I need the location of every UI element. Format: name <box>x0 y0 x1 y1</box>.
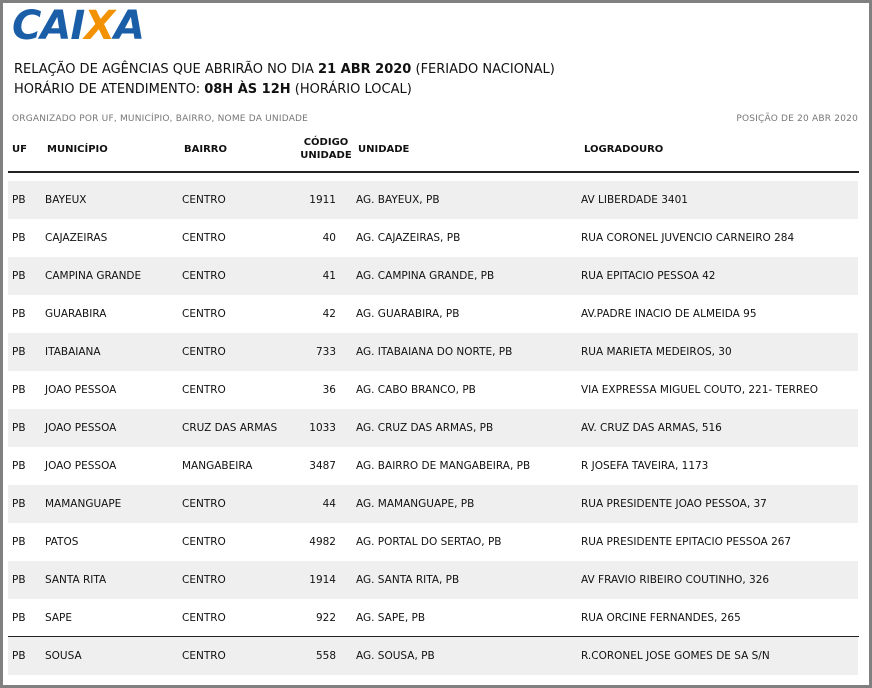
cell-uf: PB <box>12 460 26 472</box>
cell-unidade: AG. SANTA RITA, PB <box>356 574 460 586</box>
cell-logradouro: RUA MARIETA MEDEIROS, 30 <box>581 346 732 358</box>
cell-uf: PB <box>12 650 26 662</box>
table-row <box>8 637 858 675</box>
cell-uf: PB <box>12 536 26 548</box>
column-header-codigo-line-1: CÓDIGO <box>303 137 349 148</box>
cell-uf: PB <box>12 384 26 396</box>
cell-unidade: AG. GUARABIRA, PB <box>356 308 460 320</box>
cell-bairro: CENTRO <box>182 384 226 396</box>
table-row <box>8 599 858 637</box>
cell-codigo: 1033 <box>309 422 336 434</box>
cell-logradouro: R.CORONEL JOSE GOMES DE SA S/N <box>581 650 770 662</box>
cell-municipio: JOAO PESSOA <box>45 422 117 434</box>
table-row <box>8 409 858 447</box>
cell-codigo: 922 <box>315 612 336 624</box>
cell-uf: PB <box>12 194 26 206</box>
cell-municipio: PATOS <box>45 536 79 548</box>
table-row <box>8 523 858 561</box>
table-row <box>8 219 858 257</box>
cell-logradouro: RUA CORONEL JUVENCIO CARNEIRO 284 <box>581 232 795 244</box>
column-header-codigo-line-2: UNIDADE <box>300 150 352 161</box>
cell-bairro: CENTRO <box>182 194 226 206</box>
organization-note: ORGANIZADO POR UF, MUNICÍPIO, BAIRRO, NOME DA UNIDADE <box>12 114 309 124</box>
table-row <box>8 485 858 523</box>
cell-unidade: AG. SAPE, PB <box>356 612 426 624</box>
cell-bairro: CENTRO <box>182 232 226 244</box>
cell-bairro: CENTRO <box>182 498 226 510</box>
cell-uf: PB <box>12 346 26 358</box>
cell-codigo: 1914 <box>309 574 336 586</box>
cell-logradouro: VIA EXPRESSA MIGUEL COUTO, 221- TERREO <box>581 384 819 396</box>
table-row <box>8 561 858 599</box>
table-row <box>8 257 858 295</box>
cell-municipio: CAJAZEIRAS <box>45 232 108 244</box>
cell-unidade: AG. BAYEUX, PB <box>356 194 440 206</box>
cell-bairro: CENTRO <box>182 346 226 358</box>
cell-logradouro: AV LIBERDADE 3401 <box>581 194 688 206</box>
column-header-unidade: UNIDADE <box>358 144 410 155</box>
cell-logradouro: R JOSEFA TAVEIRA, 1173 <box>581 460 709 472</box>
cell-municipio: ITABAIANA <box>45 346 101 358</box>
cell-codigo: 42 <box>322 308 336 320</box>
cell-municipio: SANTA RITA <box>45 574 107 586</box>
cell-unidade: AG. CAJAZEIRAS, PB <box>356 232 461 244</box>
cell-logradouro: AV.PADRE INACIO DE ALMEIDA 95 <box>581 308 757 320</box>
cell-logradouro: RUA ORCINE FERNANDES, 265 <box>581 612 741 624</box>
cell-uf: PB <box>12 574 26 586</box>
cell-bairro: CENTRO <box>182 308 226 320</box>
cell-municipio: SOUSA <box>45 650 82 662</box>
cell-unidade: AG. PORTAL DO SERTAO, PB <box>356 536 502 548</box>
cell-municipio: JOAO PESSOA <box>45 460 117 472</box>
column-header-municipio: MUNICÍPIO <box>47 144 108 155</box>
column-header-bairro: BAIRRO <box>184 144 227 155</box>
cell-codigo: 733 <box>315 346 336 358</box>
cell-municipio: JOAO PESSOA <box>45 384 117 396</box>
cell-municipio: BAYEUX <box>45 194 87 206</box>
cell-unidade: AG. MAMANGUAPE, PB <box>356 498 475 510</box>
cell-logradouro: RUA PRESIDENTE JOAO PESSOA, 37 <box>581 498 767 510</box>
cell-uf: PB <box>12 498 26 510</box>
cell-logradouro: AV FRAVIO RIBEIRO COUTINHO, 326 <box>581 574 770 586</box>
cell-bairro: MANGABEIRA <box>182 460 253 472</box>
caixa-logo: CAIXA <box>12 3 145 49</box>
cell-uf: PB <box>12 270 26 282</box>
cell-unidade: AG. CABO BRANCO, PB <box>356 384 476 396</box>
table-row <box>8 447 858 485</box>
column-header-logradouro: LOGRADOURO <box>584 144 664 155</box>
cell-unidade: AG. CAMPINA GRANDE, PB <box>356 270 495 282</box>
cell-bairro: CENTRO <box>182 270 226 282</box>
table-row <box>8 295 858 333</box>
cell-logradouro: AV. CRUZ DAS ARMAS, 516 <box>581 422 722 434</box>
cell-municipio: MAMANGUAPE <box>45 498 122 510</box>
header-divider <box>8 171 859 173</box>
cell-unidade: AG. CRUZ DAS ARMAS, PB <box>356 422 494 434</box>
cell-logradouro: RUA EPITACIO PESSOA 42 <box>581 270 716 282</box>
cell-logradouro: RUA PRESIDENTE EPITACIO PESSOA 267 <box>581 536 792 548</box>
position-date: POSIÇÃO DE 20 ABR 2020 <box>736 114 858 124</box>
cell-bairro: CENTRO <box>182 650 226 662</box>
cell-codigo: 3487 <box>309 460 336 472</box>
document-title-line-1: RELAÇÃO DE AGÊNCIAS QUE ABRIRÃO NO DIA 21 ABR 2020 (FERIADO NACIONAL) <box>14 62 555 77</box>
frame-left-border <box>0 0 3 688</box>
cell-bairro: CENTRO <box>182 612 226 624</box>
cell-codigo: 36 <box>322 384 336 396</box>
cell-uf: PB <box>12 232 26 244</box>
cell-municipio: SAPE <box>45 612 73 624</box>
cell-codigo: 4982 <box>309 536 336 548</box>
cell-unidade: AG. SOUSA, PB <box>356 650 435 662</box>
cell-unidade: AG. BAIRRO DE MANGABEIRA, PB <box>356 460 531 472</box>
document-title-line-2: HORÁRIO DE ATENDIMENTO: 08H ÀS 12H (HORÁRIO LOCAL) <box>14 82 412 97</box>
table-row <box>8 371 858 409</box>
cell-codigo: 1911 <box>309 194 336 206</box>
cell-codigo: 40 <box>322 232 336 244</box>
cell-codigo: 44 <box>322 498 336 510</box>
cell-municipio: GUARABIRA <box>45 308 107 320</box>
cell-codigo: 41 <box>322 270 336 282</box>
table-row <box>8 181 858 219</box>
table-row <box>8 333 858 371</box>
cell-municipio: CAMPINA GRANDE <box>45 270 142 282</box>
cell-uf: PB <box>12 612 26 624</box>
cell-codigo: 558 <box>315 650 336 662</box>
column-header-codigo <box>300 136 352 162</box>
column-header-uf: UF <box>12 144 27 155</box>
cell-bairro: CENTRO <box>182 574 226 586</box>
cell-bairro: CRUZ DAS ARMAS <box>182 422 278 434</box>
cell-unidade: AG. ITABAIANA DO NORTE, PB <box>356 346 513 358</box>
cell-uf: PB <box>12 308 26 320</box>
cell-bairro: CENTRO <box>182 536 226 548</box>
cell-uf: PB <box>12 422 26 434</box>
